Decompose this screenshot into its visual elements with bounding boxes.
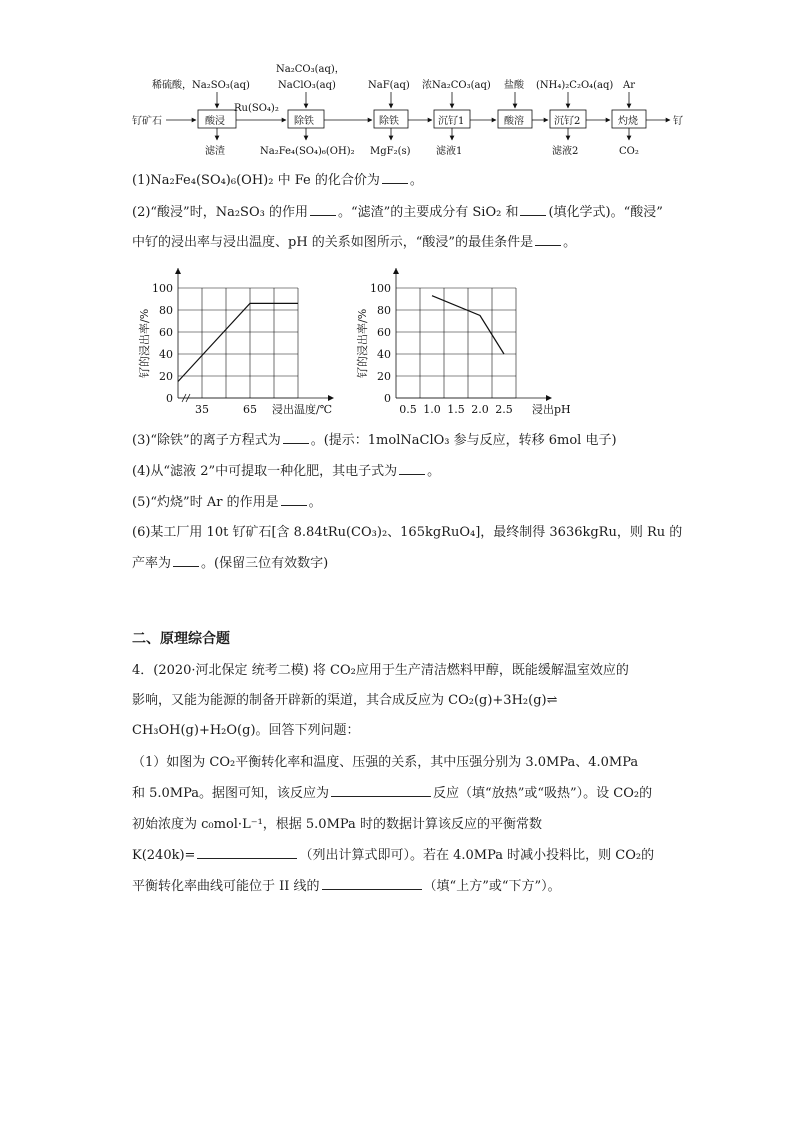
y-tick-label: 100 [152, 282, 173, 295]
question-2-text-c: (填化学式)。“酸浸” [548, 205, 663, 220]
answer-blank[interactable] [173, 553, 199, 567]
reagent-ar: Ar [623, 80, 636, 91]
flow-box-6: 沉钌2 [554, 116, 581, 127]
question-1-end: 。 [409, 173, 423, 188]
problem-4-q1-line2 [132, 783, 652, 805]
question-6 [132, 522, 682, 544]
answer-blank[interactable] [310, 202, 336, 216]
flow-box-4: 沉钌1 [438, 116, 465, 127]
y-tick-label: 60 [159, 326, 173, 339]
product-residue: 滤渣 [205, 146, 225, 157]
question-5-end: 。 [308, 495, 322, 510]
product-mgf2: MgF₂(s) [370, 146, 411, 157]
flow-start-label: 钌矿石 [132, 116, 162, 127]
y-tick-label: 20 [377, 370, 391, 383]
flow-box-3: 除铁 [379, 116, 399, 127]
question-2 [132, 202, 663, 224]
chart-temperature [132, 258, 372, 424]
question-4-text: (4)从“滤液 2”中可提取一种化肥，其电子式为 [132, 464, 398, 479]
reagent-naf: NaF(aq) [368, 80, 410, 91]
answer-blank[interactable] [331, 783, 431, 797]
question-4 [132, 461, 440, 483]
reagent-naclo3: NaClO₃(aq) [278, 80, 336, 91]
reagent-oxalate: (NH₄)₂C₂O₄(aq) [536, 80, 614, 91]
flow-box-2: 除铁 [294, 116, 314, 127]
product-co2: CO₂ [619, 146, 639, 157]
problem-4-q1-line5b: （填“上方”或“下方”）。 [423, 879, 561, 894]
question-1-text: (1)Na₂Fe₄(SO₄)₆(OH)₂ 中 Fe 的化合价为 [132, 173, 380, 188]
x-axis-arrow [328, 395, 334, 401]
answer-blank[interactable] [382, 170, 408, 184]
problem-4-q1-line5a: 平衡转化率曲线可能位于 II 线的 [132, 879, 320, 894]
question-6-text-line2a: 产率为 [132, 556, 172, 571]
x-tick-label: 2.0 [471, 403, 489, 416]
y-tick-label: 20 [159, 370, 173, 383]
problem-4-q1-line1: （1）如图为 CO₂平衡转化率和温度、压强的关系，其中压强分别为 3.0MPa、4.0MPa [132, 755, 639, 770]
y-axis-arrow [175, 268, 181, 274]
y-tick-label: 40 [159, 348, 173, 361]
question-2-text-b: 。“滤渣”的主要成分有 SiO₂ 和 [337, 205, 519, 220]
reagent-na2co3: Na₂CO₃(aq)， [276, 64, 345, 75]
question-2-text-a: (2)“酸浸”时，Na₂SO₃ 的作用 [132, 205, 308, 220]
question-6-text-line2b: 。(保留三位有效数字) [201, 556, 329, 571]
flow-mid-label: Ru(SO₄)₂ [234, 103, 279, 114]
flow-box-7: 灼烧 [618, 116, 638, 127]
problem-4-q1-line2a: 和 5.0MPa。据图可知，该反应为 [132, 786, 330, 801]
problem-4-q1-line4 [132, 845, 654, 867]
question-3-hint: 。(提示：1molNaClO₃ 参与反应，转移 6mol 电子) [310, 433, 617, 448]
problem-4-line3: CH₃OH(g)+H₂O(g)。回答下列问题： [132, 723, 360, 738]
y-tick-label: 80 [377, 304, 391, 317]
answer-blank[interactable] [535, 232, 561, 246]
y-tick-label: 80 [159, 304, 173, 317]
y-axis-arrow [393, 268, 399, 274]
problem-4-q1-line4b: （列出计算式即可）。若在 4.0MPa 时减小投料比，则 CO₂的 [299, 848, 655, 863]
product-filtrate-2: 滤液2 [552, 146, 579, 157]
question-5 [132, 492, 322, 514]
y-tick-label: 100 [370, 282, 391, 295]
y-tick-label: 0 [384, 392, 391, 405]
x-tick-label: 0.5 [399, 403, 417, 416]
series-line [178, 303, 298, 381]
flow-box-5: 酸溶 [504, 116, 524, 127]
answer-blank[interactable] [197, 845, 297, 859]
chart-1-ylabel: 钌的浸出率/% [138, 308, 151, 378]
question-2-line2 [132, 232, 576, 254]
problem-4-line2: 影响，又能为能源的制备开辟新的渠道，其合成反应为 CO₂(g)+3H₂(g)⇌ [132, 693, 558, 708]
temperature-chart-svg [132, 258, 372, 420]
flow-box-1: 酸浸 [205, 116, 225, 127]
question-6-line2 [132, 553, 328, 575]
question-2-text-line2: 中钌的浸出率与浸出温度、pH 的关系如图所示，“酸浸”的最佳条件是 [132, 235, 534, 250]
answer-blank[interactable] [283, 430, 309, 444]
y-tick-label: 60 [377, 326, 391, 339]
x-tick-label: 2.5 [495, 403, 513, 416]
chart-1-xlabel: 浸出温度/℃ [272, 403, 333, 416]
reagent-conc-na2co3: 浓Na₂CO₃(aq) [422, 80, 491, 91]
x-tick-label: 1.0 [423, 403, 441, 416]
section-heading: 二、原理综合题 [132, 631, 230, 647]
chart-ph [350, 258, 590, 424]
flow-end-label: 钌 [673, 116, 683, 127]
answer-blank[interactable] [399, 461, 425, 475]
question-3-text: (3)“除铁”的离子方程式为 [132, 433, 281, 448]
x-axis-arrow [546, 395, 552, 401]
x-tick-label: 65 [243, 403, 257, 416]
y-tick-label: 40 [377, 348, 391, 361]
reagent-acid-leach: 稀硫酸，Na₂SO₃(aq) [152, 80, 250, 91]
chart-2-ylabel: 钌的浸出率/% [356, 308, 369, 378]
chart-2-xlabel: 浸出pH [532, 403, 571, 416]
process-flowchart [130, 58, 690, 168]
question-6-text-line1: (6)某工厂用 10t 钌矿石[含 8.84tRu(CO₃)₂、165kgRuO₄]，最终制得 3636kgRu，则 Ru 的 [132, 525, 683, 540]
answer-blank[interactable] [520, 202, 546, 216]
problem-4-q1-line5 [132, 876, 561, 898]
x-tick-label: 1.5 [447, 403, 465, 416]
problem-4-q1-line2b: 反应（填“放热”或“吸热”）。设 CO₂的 [433, 786, 653, 801]
question-4-end: 。 [427, 464, 441, 479]
problem-4-line1: 4．(2020·河北保定 统考二模) 将 CO₂应用于生产清洁燃料甲醇，既能缓解温室效应的 [132, 663, 629, 678]
problem-4-q1-line4a: K(240k)= [132, 848, 196, 863]
answer-blank[interactable] [281, 492, 307, 506]
question-5-text: (5)“灼烧”时 Ar 的作用是 [132, 495, 279, 510]
problem-4-q1-line3: 初始浓度为 c₀mol·L⁻¹，根据 5.0MPa 时的数据计算该反应的平衡常数 [132, 817, 542, 832]
product-na2fe4: Na₂Fe₄(SO₄)₆(OH)₂ [260, 146, 355, 157]
question-1 [132, 170, 423, 192]
answer-blank[interactable] [322, 876, 422, 890]
product-filtrate-1: 滤液1 [436, 146, 463, 157]
x-tick-label: 35 [195, 403, 209, 416]
question-2-end: 。 [563, 235, 577, 250]
ph-chart-svg [350, 258, 590, 420]
reagent-hcl: 盐酸 [504, 80, 524, 91]
question-3 [132, 430, 617, 452]
y-tick-label: 0 [166, 392, 173, 405]
